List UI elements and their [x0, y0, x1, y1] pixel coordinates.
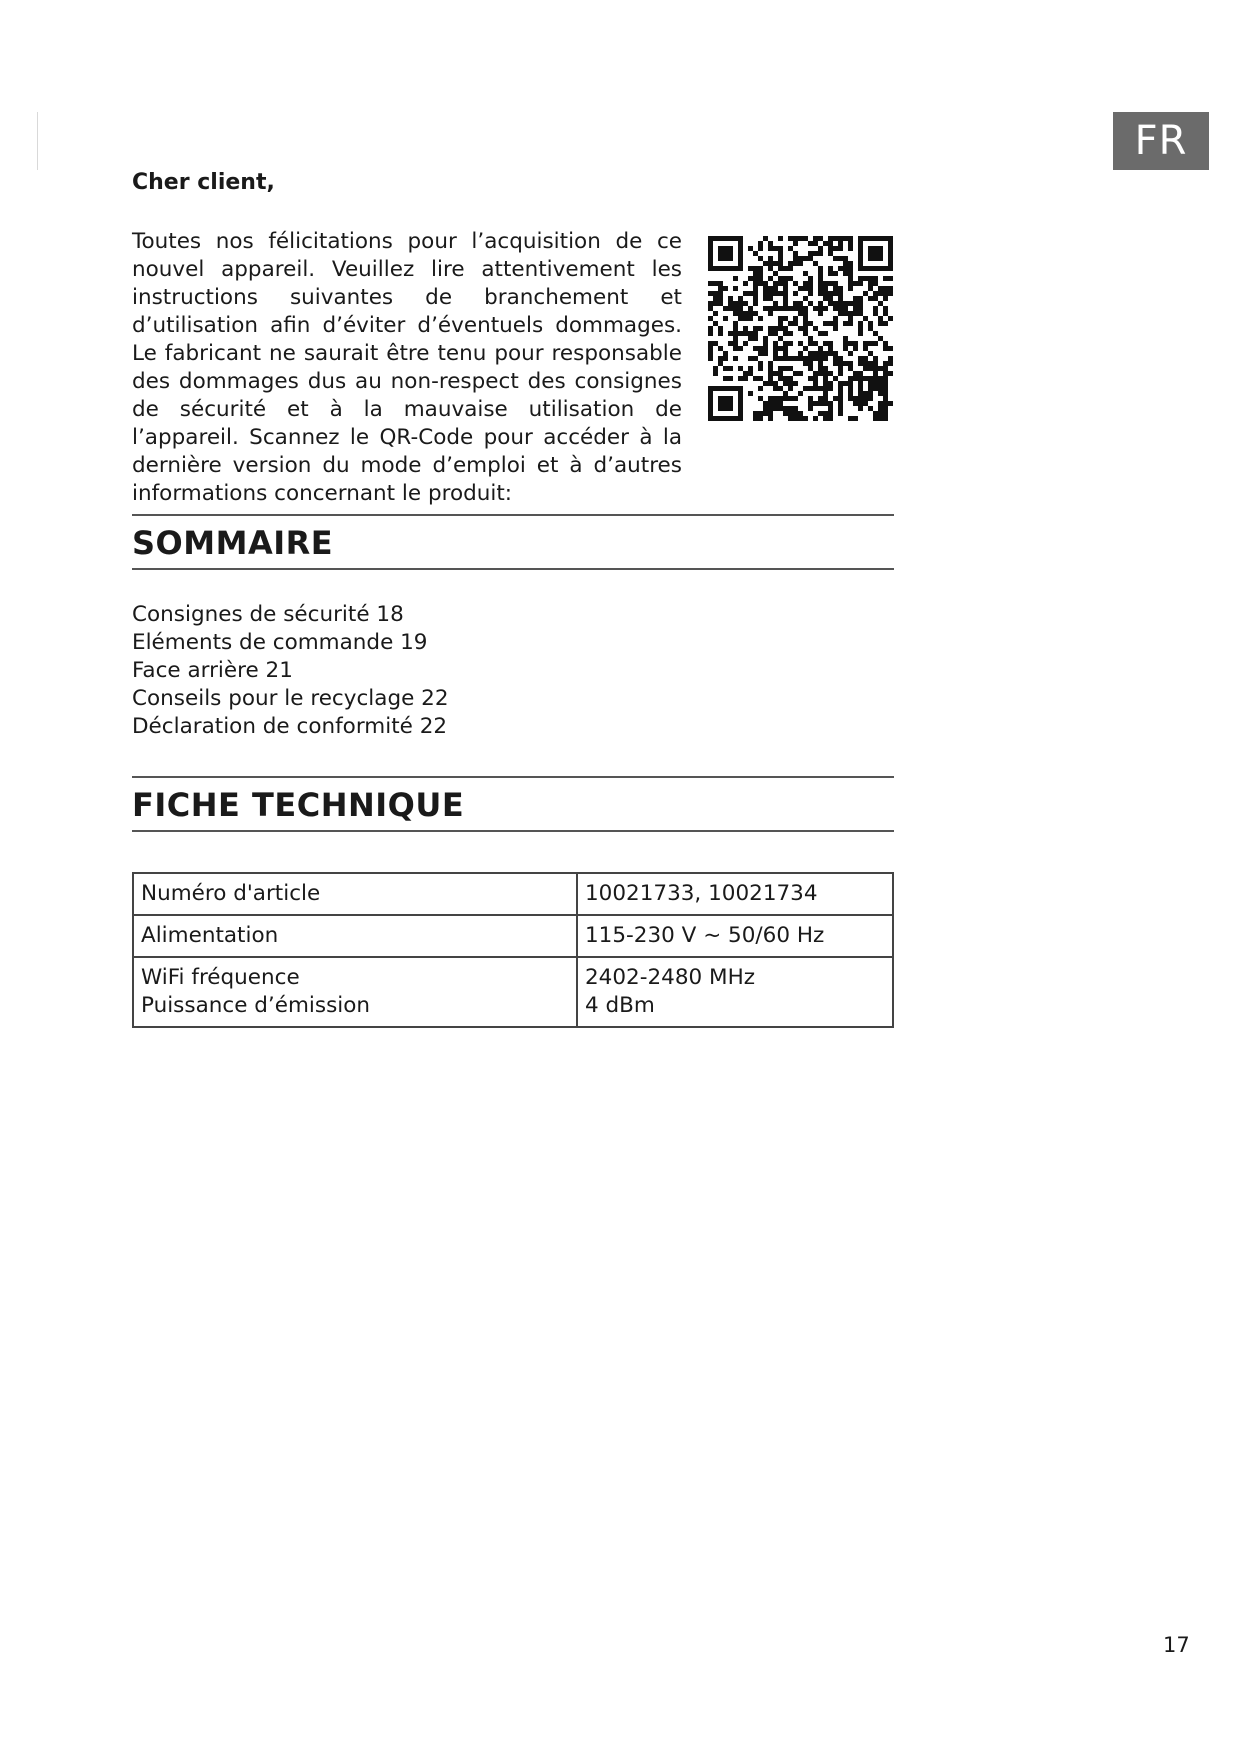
summary-item: Conseils pour le recyclage 22: [132, 686, 449, 711]
spec-value-line: 2402-2480 MHz: [585, 965, 756, 990]
spec-value: [577, 915, 893, 957]
spec-label-line: WiFi fréquence: [141, 965, 300, 990]
language-badge: FR: [1113, 112, 1209, 170]
summary-item: Eléments de commande 19: [132, 630, 428, 655]
summary-title: SOMMAIRE: [132, 524, 334, 562]
spec-table: [132, 872, 894, 1028]
tech-title: FICHE TECHNIQUE: [132, 786, 465, 824]
spec-value: [577, 957, 893, 1027]
summary-item: Consignes de sécurité 18: [132, 602, 404, 627]
tech-header: [132, 776, 894, 832]
spec-label: [133, 915, 577, 957]
spec-label: [133, 957, 577, 1027]
summary-header: [132, 514, 894, 570]
page-number: 17: [1163, 1633, 1190, 1657]
table-row: [133, 873, 893, 915]
spec-label-line: Puissance d’émission: [141, 993, 371, 1018]
spec-value: [577, 873, 893, 915]
spec-value-line: 10021733, 10021734: [585, 881, 818, 906]
greeting: Cher client,: [132, 170, 275, 195]
intro-paragraph: Toutes nos félicitations pour l’acquisition de ce nouvel appareil. Veuillez lire attentivement les instructions suivantes de branchement et d’utilisation afin d’éviter d’éventuels dommages. Le fabricant ne saurait être tenu pour responsable des dommages dus au non-respect des consignes de sécurité et à la mauvaise utilisation de l’appareil. Scannez le QR-Code pour accéder à la dernière version du mode d’emploi et à d’autres informations concernant le produit:: [132, 229, 682, 506]
margin-rule: [37, 112, 38, 170]
spec-label-line: Numéro d'article: [141, 881, 321, 906]
summary-list: [132, 601, 449, 741]
qr-code-icon[interactable]: [708, 236, 893, 421]
spec-label-line: Alimentation: [141, 923, 279, 948]
summary-item: Face arrière 21: [132, 658, 293, 683]
spec-value-line: 115-230 V ~ 50/60 Hz: [585, 923, 825, 948]
spec-label: [133, 873, 577, 915]
table-row: [133, 915, 893, 957]
spec-value-line: 4 dBm: [585, 993, 655, 1018]
table-row: [133, 957, 893, 1027]
summary-item: Déclaration de conformité 22: [132, 714, 448, 739]
